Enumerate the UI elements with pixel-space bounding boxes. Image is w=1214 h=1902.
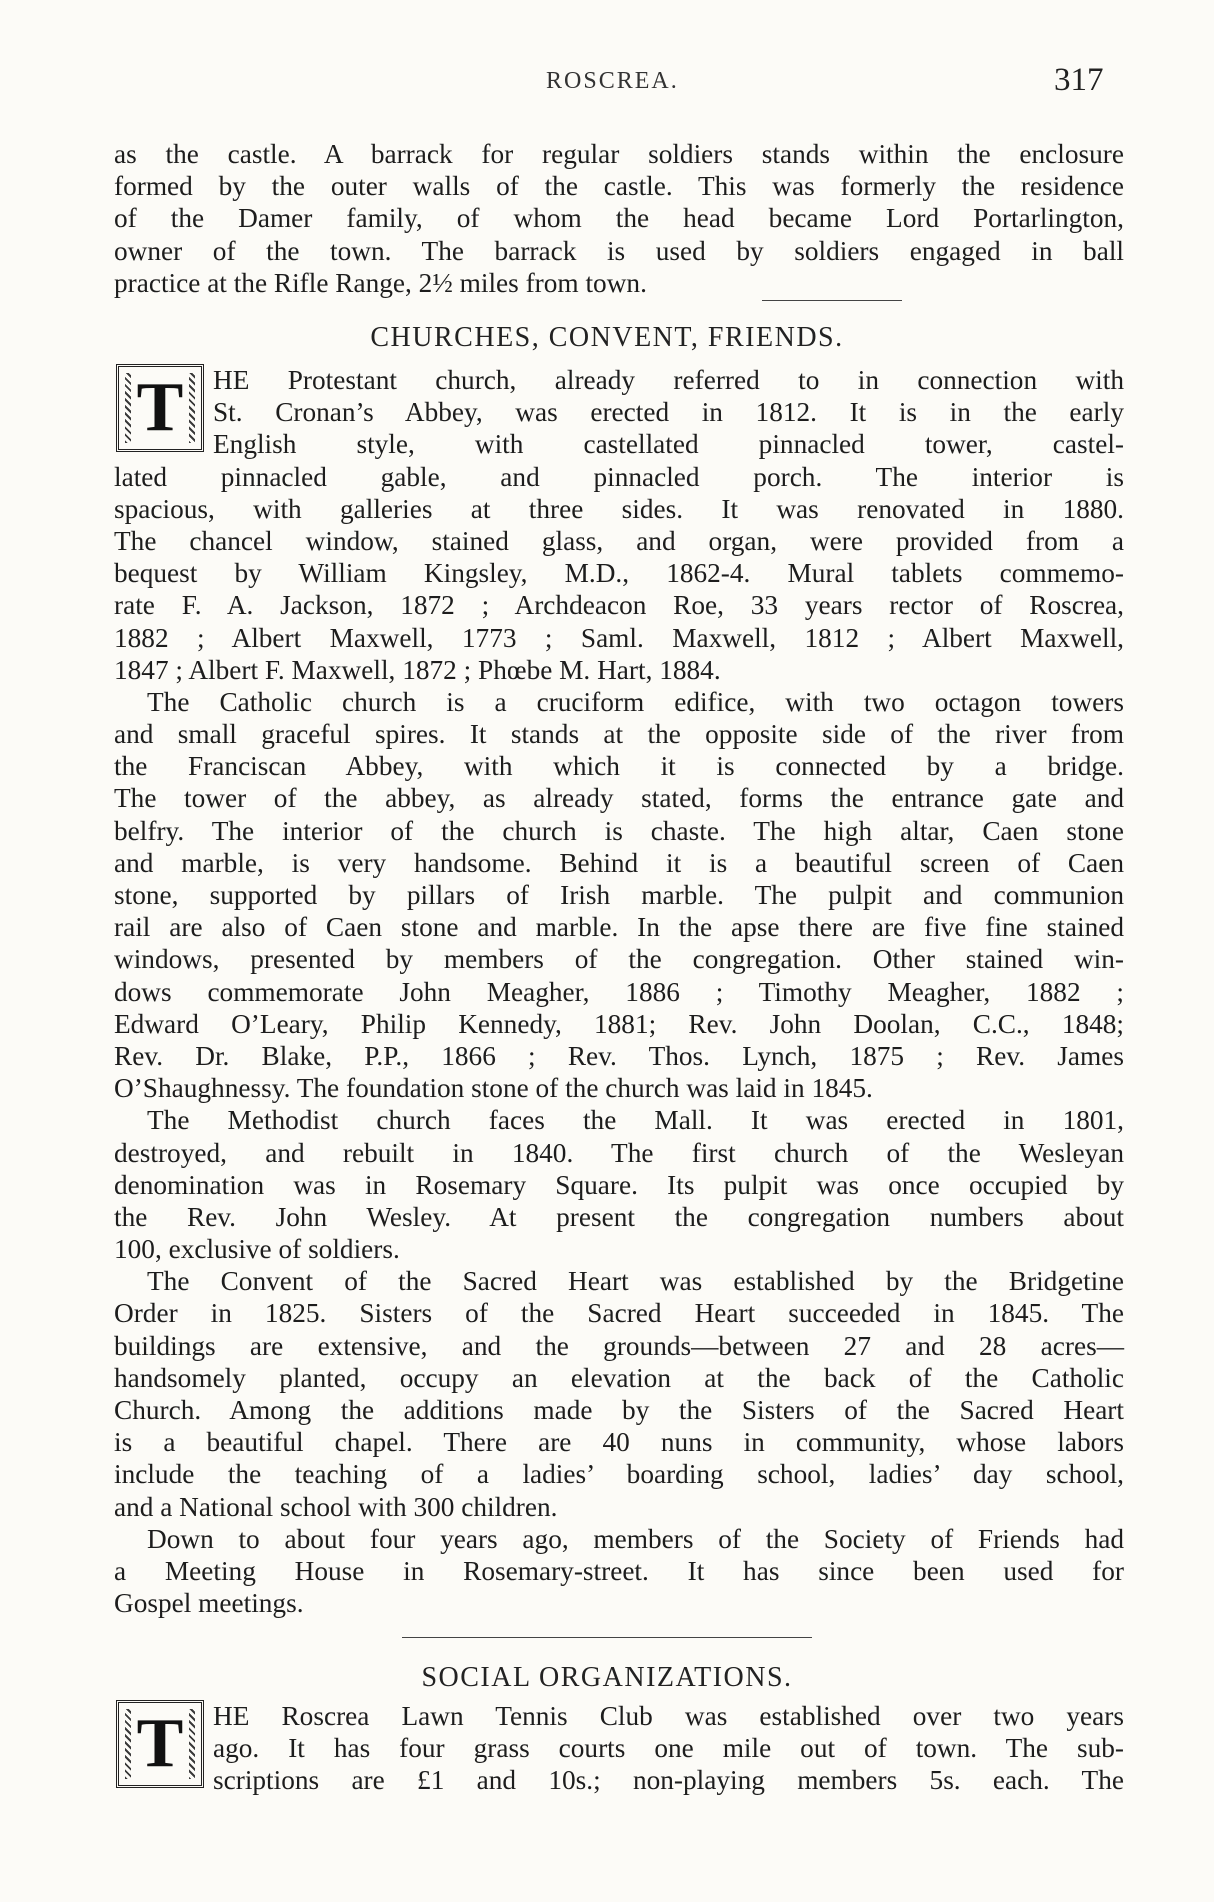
- text-line: spacious, with galleries at three sides. It was renovated in 1880.: [114, 493, 1124, 524]
- text-line: owner of the town. The barrack is used by soldiers engaged in ball: [114, 235, 1124, 266]
- text-line: the Rev. John Wesley. At present the congregation numbers about: [114, 1201, 1124, 1232]
- text-line: a Meeting House in Rosemary-street. It has since been used for: [114, 1555, 1124, 1586]
- text-line: HE Protestant church, already referred to in connection with: [213, 365, 1124, 395]
- text-line: Order in 1825. Sisters of the Sacred Heart succeeded in 1845. The: [114, 1298, 1124, 1329]
- social-text: [114, 1700, 1124, 1797]
- text-line: The Convent of the Sacred Heart was established by the Bridgetine: [147, 1266, 1124, 1297]
- text-line: windows, presented by members of the congregation. Other stained win-: [114, 944, 1124, 975]
- text-line: Down to about four years ago, members of the Society of Friends had: [147, 1523, 1124, 1554]
- text-line: and marble, is very handsome. Behind it is a beautiful screen of Caen: [114, 847, 1124, 878]
- text-line: 1847 ; Albert F. Maxwell, 1872 ; Phœbe M. Hart, 1884.: [114, 654, 721, 685]
- text-line: The Catholic church is a cruciform edifice, with two octagon towers: [147, 686, 1124, 717]
- text-line: Rev. Dr. Blake, P.P., 1866 ; Rev. Thos. Lynch, 1875 ; Rev. James: [114, 1040, 1124, 1071]
- intro-paragraph: [114, 138, 1124, 299]
- section-rule: [402, 1637, 812, 1638]
- section-heading-churches: CHURCHES, CONVENT, FRIENDS.: [370, 322, 844, 353]
- text-line: practice at the Rifle Range, 2½ miles from town.: [114, 267, 647, 298]
- text-line: as the castle. A barrack for regular soldiers stands within the enclosure: [114, 139, 1124, 169]
- text-line: belfry. The interior of the church is chaste. The high altar, Caen stone: [114, 815, 1124, 846]
- text-line: O’Shaughnessy. The foundation stone of the church was laid in 1845.: [114, 1073, 873, 1104]
- text-line: HE Roscrea Lawn Tennis Club was established over two years: [213, 1701, 1124, 1731]
- text-line: formed by the outer walls of the castle. This was formerly the residence: [114, 171, 1124, 202]
- text-line: The Methodist church faces the Mall. It was erected in 1801,: [147, 1105, 1124, 1136]
- churches-text: [114, 364, 1124, 1619]
- text-line: dows commemorate John Meagher, 1886 ; Timothy Meagher, 1882 ;: [114, 976, 1124, 1007]
- text-line: stone, supported by pillars of Irish marble. The pulpit and communion: [114, 880, 1124, 910]
- text-line: Edward O’Leary, Philip Kennedy, 1881; Rev. John Doolan, C.C., 1848;: [114, 1008, 1124, 1039]
- running-head-title: ROSCREA.: [546, 68, 679, 94]
- section-heading-social: SOCIAL ORGANIZATIONS.: [421, 1662, 793, 1693]
- text-line: The tower of the abbey, as already stated, forms the entrance gate and: [114, 783, 1124, 814]
- text-line: of the Damer family, of whom the head became Lord Portarlington,: [114, 203, 1124, 234]
- text-line: St. Cronan’s Abbey, was erected in 1812. It is in the early: [213, 397, 1124, 428]
- text-line: rail are also of Caen stone and marble. In the apse there are five fine stained: [114, 912, 1124, 943]
- text-line: 100, exclusive of soldiers.: [114, 1234, 400, 1265]
- text-line: 1882 ; Albert Maxwell, 1773 ; Saml. Maxwell, 1812 ; Albert Maxwell,: [114, 622, 1124, 653]
- text-line: buildings are extensive, and the grounds—between 27 and 28 acres—: [114, 1330, 1124, 1361]
- text-line: denomination was in Rosemary Square. Its pulpit was once occupied by: [114, 1169, 1124, 1200]
- text-line: is a beautiful chapel. There are 40 nuns in community, whose labors: [114, 1427, 1124, 1458]
- text-line: ago. It has four grass courts one mile out of town. The sub-: [213, 1733, 1124, 1764]
- drop-cap-letter: T: [131, 1709, 190, 1779]
- text-line: scriptions are £1 and 10s.; non-playing members 5s. each. The: [213, 1765, 1124, 1796]
- text-line: bequest by William Kingsley, M.D., 1862-4. Mural tablets commemo-: [114, 558, 1124, 589]
- text-line: Church. Among the additions made by the Sisters of the Sacred Heart: [114, 1395, 1124, 1425]
- text-line: and a National school with 300 children.: [114, 1491, 558, 1522]
- text-line: rate F. A. Jackson, 1872 ; Archdeacon Roe, 33 years rector of Roscrea,: [114, 590, 1124, 621]
- text-line: The chancel window, stained glass, and organ, were provided from a: [114, 525, 1124, 556]
- text-line: lated pinnacled gable, and pinnacled porch. The interior is: [114, 461, 1124, 492]
- page-number: 317: [1054, 62, 1104, 98]
- text-line: the Franciscan Abbey, with which it is connected by a bridge.: [114, 751, 1124, 782]
- text-line: English style, with castellated pinnacled tower, castel-: [213, 429, 1124, 460]
- text-line: destroyed, and rebuilt in 1840. The first church of the Wesleyan: [114, 1137, 1124, 1168]
- running-head: [0, 60, 1214, 100]
- text-line: and small graceful spires. It stands at the opposite side of the river from: [114, 719, 1124, 750]
- section-rule: [762, 300, 902, 301]
- text-line: handsomely planted, occupy an elevation at the back of the Catholic: [114, 1362, 1124, 1393]
- text-line: include the teaching of a ladies’ boarding school, ladies’ day school,: [114, 1459, 1124, 1490]
- drop-cap-letter: T: [131, 373, 190, 443]
- text-line: Gospel meetings.: [114, 1588, 304, 1619]
